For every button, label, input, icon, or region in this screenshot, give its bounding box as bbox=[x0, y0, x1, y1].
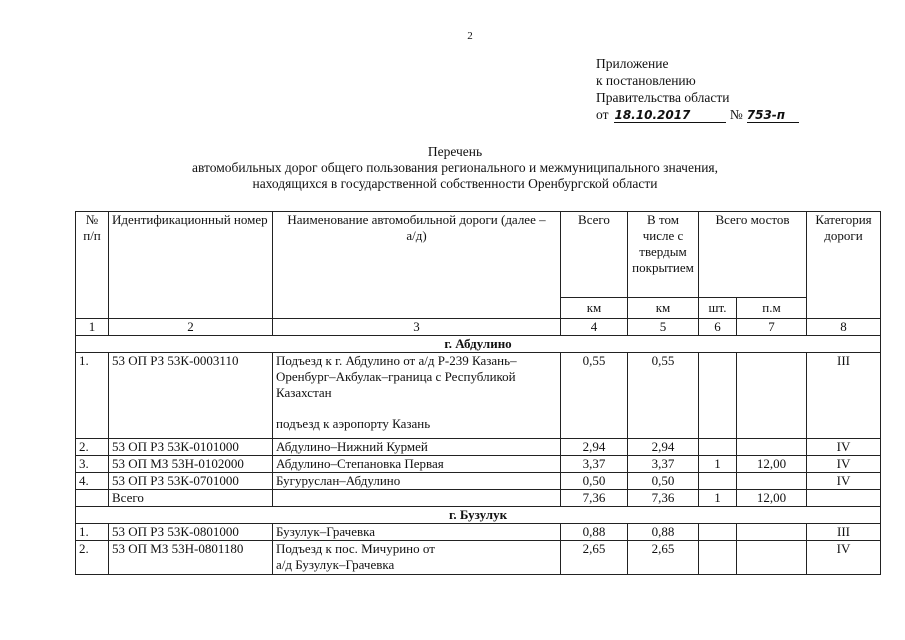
row-hard: 0,88 bbox=[628, 524, 699, 541]
col-number: 3 bbox=[273, 319, 561, 336]
header-bridges: Всего мостов bbox=[699, 212, 807, 298]
appendix-line-1: Приложение bbox=[596, 56, 669, 71]
unit-hard: км bbox=[628, 298, 699, 319]
row-name: Бузулук–Грачевка bbox=[273, 524, 561, 541]
row-total: 0,50 bbox=[561, 473, 628, 490]
row-name: Подъезд к г. Абдулино от а/д Р-239 Казань–Оренбург–Акбулак–граница с Республикой Казахстан bbox=[276, 353, 517, 400]
row-bridges bbox=[699, 353, 737, 439]
row-hard: 0,50 bbox=[628, 473, 699, 490]
table-row bbox=[76, 439, 881, 456]
row-total: 0,88 bbox=[561, 524, 628, 541]
appendix-line-3: Правительства области bbox=[596, 90, 730, 105]
row-bridges-len: 12,00 bbox=[737, 456, 807, 473]
row-bridges bbox=[699, 541, 737, 575]
total-total: 7,36 bbox=[561, 490, 628, 507]
handwritten-date: 18.10.2017 bbox=[614, 109, 726, 123]
row-num: 4. bbox=[76, 473, 109, 490]
unit-bridges-count: шт. bbox=[699, 298, 737, 319]
row-bridges-len bbox=[737, 473, 807, 490]
row-category: IV bbox=[807, 541, 881, 575]
row-total: 2,65 bbox=[561, 541, 628, 575]
row-total: 3,37 bbox=[561, 456, 628, 473]
header-row bbox=[76, 212, 881, 298]
row-category: IV bbox=[807, 439, 881, 456]
row-bridges bbox=[699, 439, 737, 456]
column-numbers-row bbox=[76, 319, 881, 336]
row-num: 2. bbox=[76, 439, 109, 456]
header-hard: В том числе с твердым покрытием bbox=[628, 212, 699, 298]
appendix-date-line bbox=[596, 106, 799, 123]
col-number: 1 bbox=[76, 319, 109, 336]
section-row bbox=[76, 507, 881, 524]
row-hard: 2,65 bbox=[628, 541, 699, 575]
row-name-cell bbox=[273, 353, 561, 439]
row-bridges-len bbox=[737, 353, 807, 439]
row-name: Бугуруслан–Абдулино bbox=[273, 473, 561, 490]
row-total: 0,55 bbox=[561, 353, 628, 439]
row-bridges bbox=[699, 524, 737, 541]
unit-bridges-len: п.м bbox=[737, 298, 807, 319]
title-line-1: Перечень bbox=[427, 144, 483, 159]
table-row bbox=[76, 524, 881, 541]
table-row bbox=[76, 541, 881, 575]
row-num: 2. bbox=[76, 541, 109, 575]
header-total: Всего bbox=[561, 212, 628, 298]
row-bridges: 1 bbox=[699, 456, 737, 473]
col-number: 7 bbox=[737, 319, 807, 336]
section-row bbox=[76, 336, 881, 353]
header-id: Идентификационный номер bbox=[109, 212, 273, 319]
row-bridges-len bbox=[737, 541, 807, 575]
section-title: г. Абдулино bbox=[76, 336, 881, 353]
col-number: 2 bbox=[109, 319, 273, 336]
appendix-number-label: № bbox=[729, 107, 743, 122]
total-hard: 7,36 bbox=[628, 490, 699, 507]
total-row bbox=[76, 490, 881, 507]
row-name: Подъезд к пос. Мичурино от а/д Бузулук–Грачевка bbox=[273, 541, 561, 575]
total-category-empty bbox=[807, 490, 881, 507]
row-num: 1. bbox=[76, 524, 109, 541]
row-category: IV bbox=[807, 473, 881, 490]
total-name-empty bbox=[273, 490, 561, 507]
page-number: 2 bbox=[467, 30, 473, 42]
total-bridges: 1 bbox=[699, 490, 737, 507]
total-num-empty bbox=[76, 490, 109, 507]
row-hard: 0,55 bbox=[628, 353, 699, 439]
row-bridges-len bbox=[737, 439, 807, 456]
roads-table bbox=[75, 211, 881, 575]
col-number: 6 bbox=[699, 319, 737, 336]
row-name: Абдулино–Степановка Первая bbox=[273, 456, 561, 473]
row-total: 2,94 bbox=[561, 439, 628, 456]
row-id: 53 ОП РЗ 53К-0701000 bbox=[109, 473, 273, 490]
col-number: 8 bbox=[807, 319, 881, 336]
table-row bbox=[76, 456, 881, 473]
unit-total: км bbox=[561, 298, 628, 319]
row-name-extra: подъезд к аэропорту Казань bbox=[276, 416, 431, 431]
table-row bbox=[76, 473, 881, 490]
appendix-line-2: к постановлению bbox=[596, 73, 696, 88]
col-number: 5 bbox=[628, 319, 699, 336]
row-bridges-len bbox=[737, 524, 807, 541]
row-id: 53 ОП РЗ 53К-0101000 bbox=[109, 439, 273, 456]
row-id: 53 ОП МЗ 53Н-0102000 bbox=[109, 456, 273, 473]
col-number: 4 bbox=[561, 319, 628, 336]
total-label: Всего bbox=[109, 490, 273, 507]
appendix-from-prefix: от bbox=[596, 107, 609, 122]
row-name: Абдулино–Нижний Курмей bbox=[273, 439, 561, 456]
header-num: № п/п bbox=[76, 212, 109, 319]
row-category: IV bbox=[807, 456, 881, 473]
row-bridges bbox=[699, 473, 737, 490]
row-num: 1. bbox=[76, 353, 109, 439]
row-id: 53 ОП РЗ 53К-0801000 bbox=[109, 524, 273, 541]
row-hard: 2,94 bbox=[628, 439, 699, 456]
title-line-2: автомобильных дорог общего пользования регионального и межмуниципального значения, bbox=[191, 160, 718, 175]
row-num: 3. bbox=[76, 456, 109, 473]
row-category: III bbox=[807, 524, 881, 541]
total-bridges-len: 12,00 bbox=[737, 490, 807, 507]
appendix-block bbox=[596, 55, 799, 123]
handwritten-number: 753-п bbox=[747, 109, 799, 123]
table-row bbox=[76, 353, 881, 439]
row-category: III bbox=[807, 353, 881, 439]
row-id: 53 ОП МЗ 53Н-0801180 bbox=[109, 541, 273, 575]
document-title bbox=[60, 144, 850, 192]
section-title: г. Бузулук bbox=[76, 507, 881, 524]
header-category: Категория дороги bbox=[807, 212, 881, 319]
row-hard: 3,37 bbox=[628, 456, 699, 473]
title-line-3: находящихся в государственной собственности Оренбургской области bbox=[252, 176, 658, 191]
header-name: Наименование автомобильной дороги (далее – а/д) bbox=[273, 212, 561, 319]
row-id: 53 ОП РЗ 53К-0003110 bbox=[109, 353, 273, 439]
